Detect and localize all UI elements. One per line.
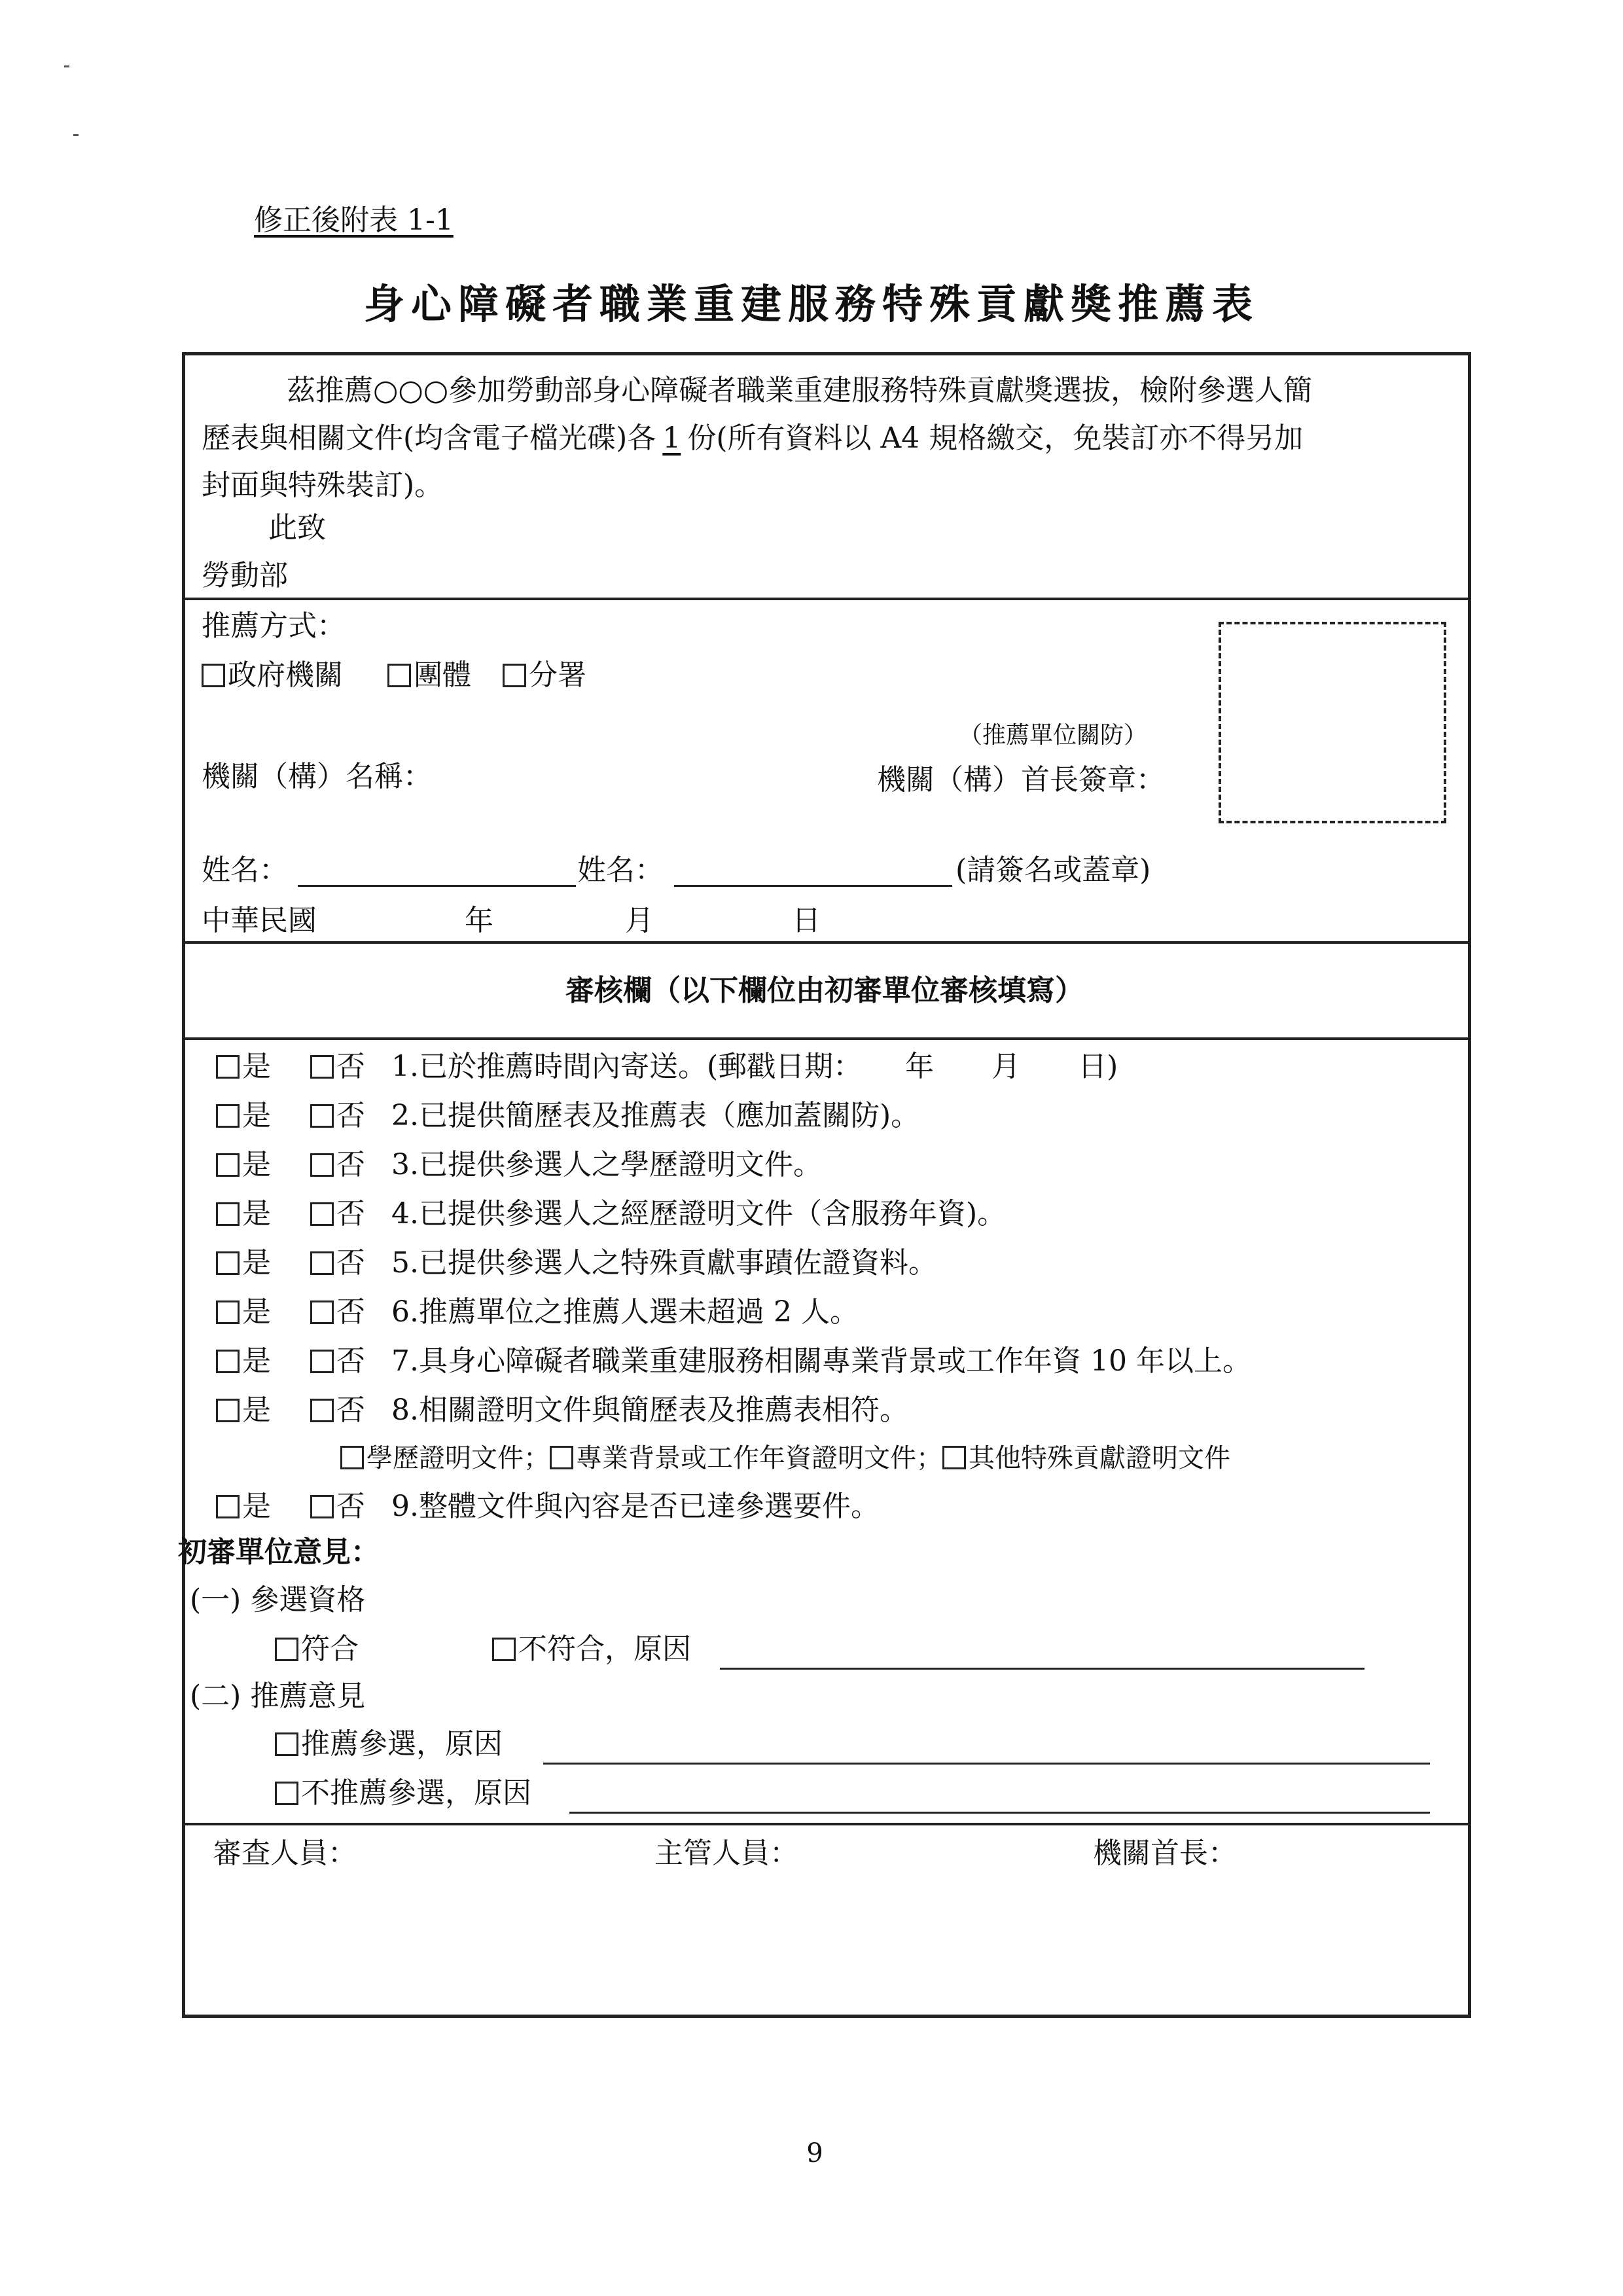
yes-checkbox[interactable] — [216, 1202, 240, 1226]
sign-note: (請簽名或蓋章) — [955, 853, 1151, 887]
yes-checkbox[interactable] — [216, 1055, 240, 1079]
name-line-1[interactable] — [298, 885, 576, 887]
no-checkbox[interactable] — [310, 1202, 334, 1226]
recommend-reason-line[interactable] — [543, 1763, 1430, 1765]
name-label-2: 姓名： — [577, 853, 664, 887]
eligible-label: 符合 — [301, 1632, 359, 1666]
head-label: 機關首長： — [1093, 1837, 1237, 1870]
suboption-other: 其他特殊貢獻證明文件 — [969, 1443, 1230, 1473]
no-label: 否 — [336, 1050, 365, 1083]
recommend-label: 推薦參選，原因 — [301, 1727, 503, 1761]
org-name-label: 機關（構）名稱： — [202, 760, 432, 793]
yes-label: 是 — [242, 1099, 271, 1132]
no-label: 否 — [336, 1148, 365, 1181]
divider — [182, 941, 1468, 944]
supervisor-label: 主管人員： — [654, 1837, 798, 1870]
checkbox-not-recommend[interactable] — [275, 1782, 298, 1805]
checkbox-background[interactable] — [550, 1446, 573, 1469]
intro-line-1: 茲推薦○○○參加勞動部身心障礙者職業重建服務特殊貢獻獎選拔，檢附參選人簡 — [287, 374, 1313, 407]
review-text: 7.具身心障礙者職業重建服務相關專業背景或工作年資 10 年以上。 — [391, 1344, 1251, 1378]
no-checkbox[interactable] — [310, 1399, 334, 1422]
no-label: 否 — [336, 1197, 365, 1230]
review-text: 2.已提供簡歷表及推薦表（應加蓋關防)。 — [391, 1099, 920, 1132]
yes-label: 是 — [242, 1344, 271, 1378]
copies-count: 1 — [662, 422, 681, 455]
scan-mark — [73, 134, 79, 136]
no-label: 否 — [336, 1099, 365, 1132]
date-prefix: 中華民國 — [202, 904, 317, 937]
opinion-label: 初審單位意見： — [178, 1535, 380, 1569]
yes-checkbox[interactable] — [216, 1495, 240, 1518]
yes-checkbox[interactable] — [216, 1251, 240, 1275]
divider — [182, 598, 1468, 600]
checkbox-government[interactable] — [202, 664, 225, 687]
intro-line-2b: 份(所有資料以 A4 規格繳交，免裝訂亦不得另加 — [687, 422, 1304, 455]
method-label: 推薦方式： — [202, 609, 346, 643]
date-year: 年 — [465, 904, 493, 937]
checkbox-recommend[interactable] — [275, 1732, 298, 1756]
option-branch: 分署 — [529, 658, 586, 692]
no-label: 否 — [336, 1246, 365, 1280]
eligibility-options — [275, 1632, 359, 1666]
yes-label: 是 — [242, 1148, 271, 1181]
no-checkbox[interactable] — [310, 1104, 334, 1128]
checkbox-education[interactable] — [340, 1446, 364, 1469]
head-sign-label: 機關（構）首長簽章： — [877, 763, 1165, 797]
no-checkbox[interactable] — [310, 1153, 334, 1177]
checkbox-not-eligible[interactable] — [492, 1638, 516, 1661]
review-item-4 — [216, 1197, 1007, 1230]
review-item-6 — [216, 1295, 859, 1329]
yes-checkbox[interactable] — [216, 1399, 240, 1422]
review-text: 6.推薦單位之推薦人選未超過 2 人。 — [391, 1295, 859, 1329]
no-checkbox[interactable] — [310, 1495, 334, 1518]
seal-caption: （推薦單位關防） — [959, 722, 1148, 749]
intro-line-3: 封面與特殊裝訂)。 — [202, 469, 444, 502]
not-recommend-label: 不推薦參選，原因 — [301, 1776, 531, 1810]
not-eligible-reason-line[interactable] — [720, 1668, 1364, 1670]
form-table — [182, 352, 1471, 2018]
name-line-2[interactable] — [674, 885, 952, 887]
option-group: 團體 — [414, 658, 471, 692]
no-label: 否 — [336, 1295, 365, 1329]
checkbox-branch[interactable] — [503, 664, 526, 687]
review-item-2 — [216, 1099, 920, 1132]
review-item-7 — [216, 1344, 1251, 1378]
suboption-background: 專業背景或工作年資證明文件； — [576, 1443, 942, 1473]
review-text: 4.已提供參選人之經歷證明文件（含服務年資)。 — [391, 1197, 1007, 1230]
not-recommend-option — [275, 1776, 531, 1810]
reviewer-label: 審查人員： — [213, 1837, 357, 1870]
suboption-education: 學歷證明文件； — [366, 1443, 550, 1473]
date-day: 日 — [792, 904, 821, 937]
not-eligible-option — [492, 1632, 691, 1666]
divider — [182, 1037, 1468, 1040]
review-text: 3.已提供參選人之學歷證明文件。 — [391, 1148, 822, 1181]
not-eligible-label: 不符合，原因 — [518, 1632, 691, 1666]
review-item-8 — [216, 1393, 908, 1427]
review-item-1 — [216, 1052, 1118, 1081]
review-item-9 — [216, 1492, 880, 1521]
scan-mark — [64, 65, 69, 67]
no-label: 否 — [336, 1490, 365, 1523]
seal-box — [1219, 622, 1446, 823]
name-label-1: 姓名： — [202, 853, 288, 887]
recommend-option — [275, 1727, 503, 1761]
yes-checkbox[interactable] — [216, 1104, 240, 1128]
yes-label: 是 — [242, 1050, 271, 1083]
review-text: 5.已提供參選人之特殊貢獻事蹟佐證資料。 — [391, 1246, 937, 1280]
intro-line-2 — [202, 424, 1303, 453]
option-government: 政府機關 — [228, 658, 343, 692]
yes-checkbox[interactable] — [216, 1300, 240, 1324]
yes-label: 是 — [242, 1295, 271, 1329]
yes-checkbox[interactable] — [216, 1350, 240, 1373]
review-header: 審核欄（以下欄位由初審單位審核填寫） — [565, 974, 1084, 1007]
no-label: 否 — [336, 1344, 365, 1378]
not-recommend-reason-line[interactable] — [569, 1812, 1430, 1814]
no-checkbox[interactable] — [310, 1055, 334, 1079]
divider — [182, 1823, 1468, 1825]
yes-label: 是 — [242, 1246, 271, 1280]
yes-label: 是 — [242, 1490, 271, 1523]
yes-label: 是 — [242, 1197, 271, 1230]
recipient: 勞動部 — [202, 559, 288, 592]
date-month: 月 — [625, 904, 654, 937]
method-options — [202, 658, 586, 692]
salutation: 此致 — [268, 511, 326, 545]
no-checkbox[interactable] — [310, 1300, 334, 1324]
section-recommendation: (二) 推薦意見 — [190, 1679, 366, 1713]
review-text: 8.相關證明文件與簡歷表及推薦表相符。 — [391, 1393, 908, 1427]
yes-label: 是 — [242, 1393, 271, 1427]
no-label: 否 — [336, 1393, 365, 1427]
no-checkbox[interactable] — [310, 1251, 334, 1275]
intro-line-2a: 歷表與相關文件(均含電子檔光碟)各 — [202, 422, 656, 455]
yes-checkbox[interactable] — [216, 1153, 240, 1177]
review-item-3 — [216, 1148, 822, 1181]
checkbox-group[interactable] — [387, 664, 411, 687]
section-eligibility: (一) 參選資格 — [190, 1583, 366, 1617]
no-checkbox[interactable] — [310, 1350, 334, 1373]
review-text: 9.整體文件與內容是否已達參選要件。 — [391, 1490, 880, 1523]
page-title: 身心障礙者職業重建服務特殊貢獻獎推薦表 — [363, 280, 1259, 328]
review-text: 1.已於推薦時間內寄送。(郵戳日期： 年 月 日) — [391, 1050, 1118, 1083]
review-item-8-suboptions — [340, 1445, 1230, 1471]
checkbox-other[interactable] — [942, 1446, 966, 1469]
review-item-5 — [216, 1246, 937, 1280]
checkbox-eligible[interactable] — [275, 1638, 298, 1661]
page-number: 9 — [806, 2138, 823, 2168]
sheet-label: 修正後附表 1-1 — [254, 204, 454, 237]
